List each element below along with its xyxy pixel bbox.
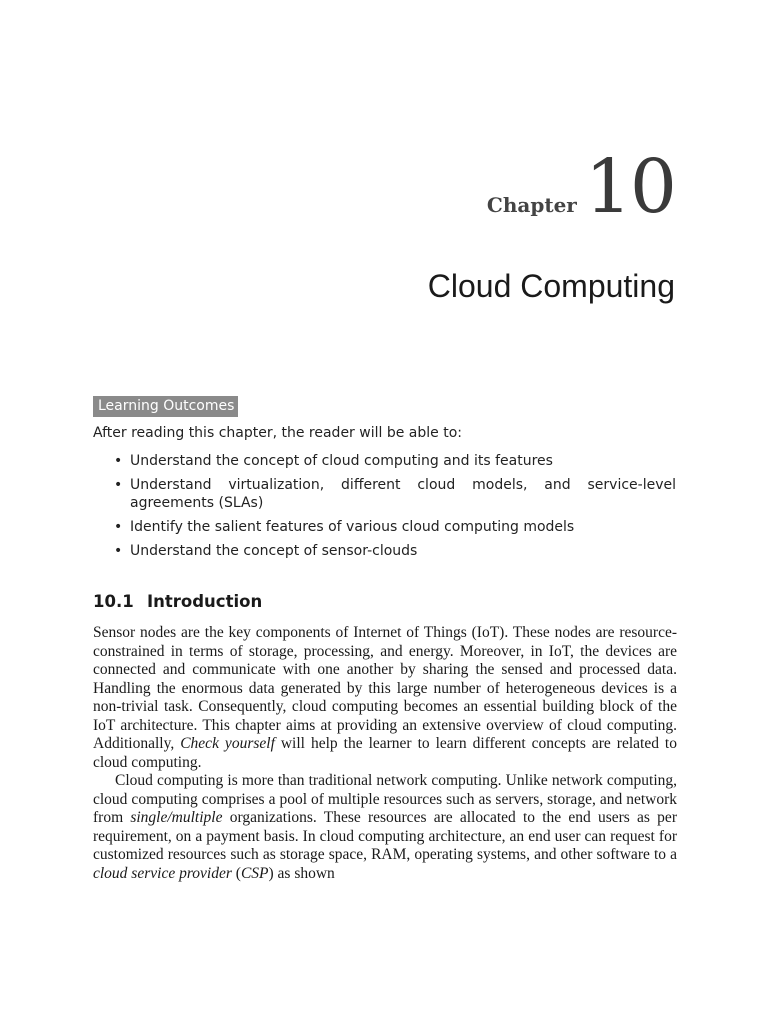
list-item: • Understand the concept of cloud computing and its features bbox=[114, 453, 553, 469]
paragraph-2: Cloud computing is more than traditional network computing. Unlike network computing, cloud computing comprises a pool of multiple resources such as servers, storage, and network from single/multiple organizations. These resources are allocated to the end users as per requirement, on a payment basis. In cloud computing architecture, an end user can request for customized resources such as storage space, RAM, operating systems, and other software to a cloud service provider (CSP) as shown bbox=[93, 772, 677, 882]
learning-outcomes-intro: After reading this chapter, the reader will be able to: bbox=[93, 425, 462, 441]
list-item: • Understand virtualization, different cloud models, and service-level agreements (SLAs) bbox=[114, 477, 676, 511]
emphasis-csp: CSP bbox=[240, 864, 269, 882]
list-item: • Understand the concept of sensor-clouds bbox=[114, 543, 418, 559]
learning-outcomes-badge: Learning Outcomes bbox=[93, 396, 238, 417]
section-title: Introduction bbox=[147, 592, 263, 611]
learning-outcomes-list bbox=[112, 452, 676, 566]
emphasis-check-yourself: Check yourself bbox=[180, 735, 275, 752]
section-number: 10.1 bbox=[93, 592, 134, 611]
paragraph-1: Sensor nodes are the key components of Internet of Things (IoT). These nodes are resource-constrained in terms of storage, processing, and energy. Moreover, in IoT, the devices are connected and communicate with one another by sharing the sensed and processed data. Handling the enormous data generated by this large number of heterogeneous devices is a non-trivial task. Consequently, cloud computing becomes an essential building block of the IoT architecture. This chapter aims at providing an extensive overview of cloud computing. Additionally, Check yourself will help the learner to learn different concepts are related to cloud computing. bbox=[93, 624, 677, 771]
bullet-icon: • bbox=[114, 519, 123, 535]
emphasis-cloud-service-provider: cloud service provider bbox=[93, 864, 232, 882]
section-heading bbox=[93, 592, 262, 611]
chapter-number: 10 bbox=[584, 144, 675, 230]
bullet-icon: • bbox=[114, 543, 123, 559]
list-item: • Identify the salient features of various cloud computing models bbox=[114, 519, 575, 535]
bullet-icon: • bbox=[114, 477, 123, 493]
body-text bbox=[93, 624, 677, 883]
chapter-heading bbox=[486, 144, 675, 230]
chapter-label: Chapter bbox=[486, 193, 577, 217]
emphasis-single-multiple: single/multiple bbox=[130, 809, 223, 826]
bullet-icon: • bbox=[114, 453, 123, 469]
chapter-title: Cloud Computing bbox=[427, 268, 675, 304]
